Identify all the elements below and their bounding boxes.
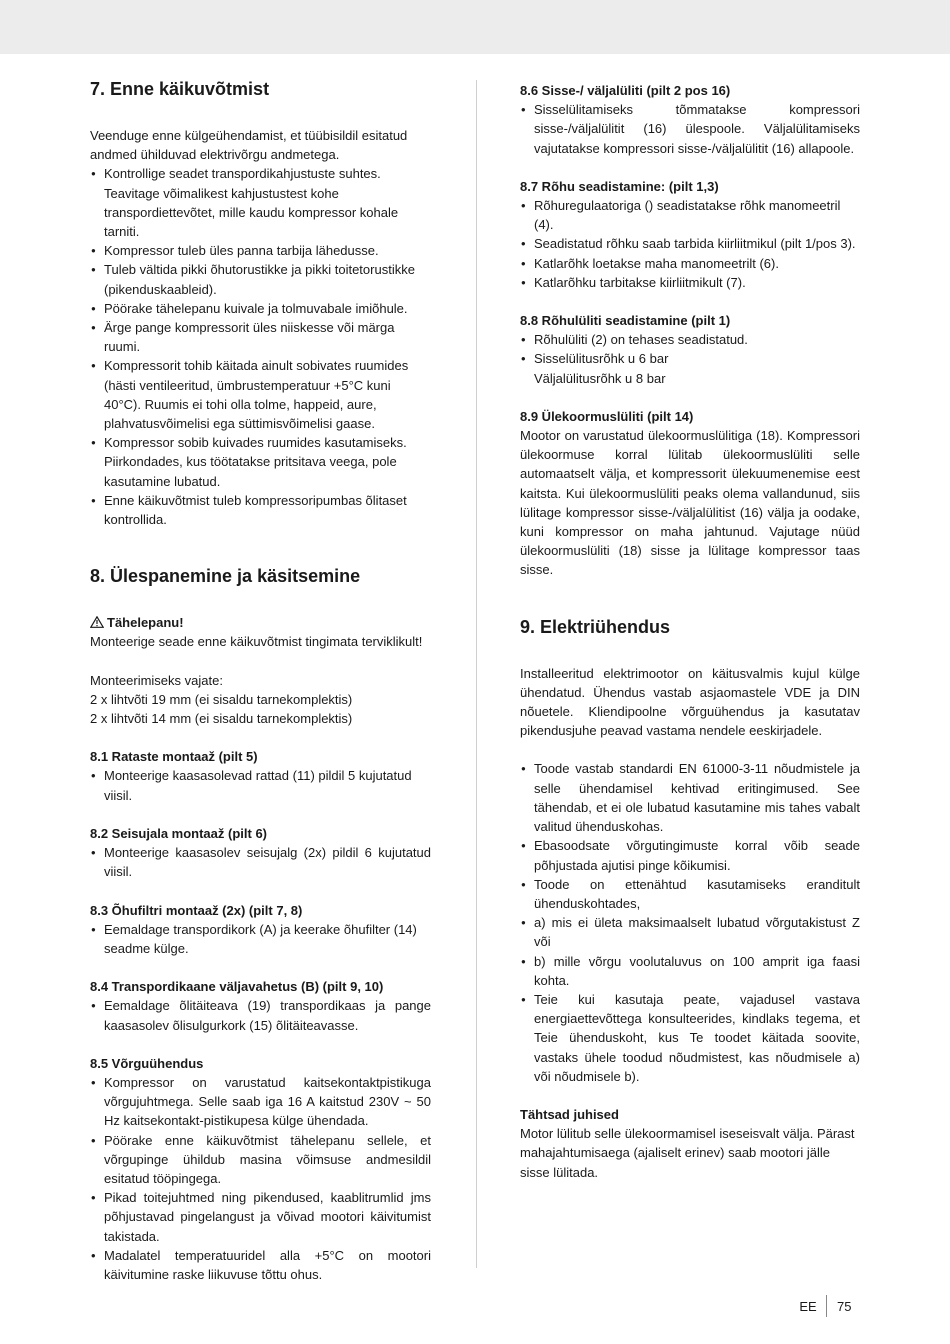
section-7-list: [90, 164, 431, 529]
list-item: • Pikad toitejuhtmed ning pikendused, kaablitrumlid jms põhjustavad pingelangust ja võivad mootori käivitumist takistada.: [90, 1188, 431, 1246]
switch-off-pressure: Väljalülitusrõhk u 8 bar: [534, 370, 666, 386]
list-item: • Katlarõhk loetakse maha manomeetrilt (6).: [520, 254, 860, 273]
list-item: ● Kontrollige seadet transpordikahjustuste suhtes. Teavitage võimalikest kahjustustest kohe transpordiettevõtet, mille kaudu kompressor kohale tarniti.: [90, 164, 431, 241]
list-item: ● Kompressor sobib kuivades ruumides kasutamiseks. Piirkondades, kus töötatakse pritsitava veega, pole kasutamine lubatud.: [90, 433, 431, 491]
list-item: • Sisselülitamiseks tõmmatakse kompressori sisse-/väljalülitit (16) ülespoole. Väljalülitamiseks vajutatakse kompressori sisse-/väljalülitit (16) allapoole.: [520, 100, 860, 158]
list-item: ● Tuleb vältida pikki õhutorustikke ja pikki toitetorustikke (pikenduskaableid).: [90, 260, 431, 298]
section-8-3-title: 8.3 Õhufiltri montaaž (2x) (pilt 7, 8): [90, 902, 303, 918]
list-item: • Seadistatud rõhku saab tarbida kiirliitmikul (pilt 1/pos 3).: [520, 234, 860, 253]
important-text: Motor lülitub selle ülekoormamisel iseseisvalt välja. Pärast mahajahtumisaega (ajaliselt erinev) saab mootori jälle sisse lülitada.: [520, 1126, 855, 1180]
section-8-6-title: 8.6 Sisse-/ väljalüliti (pilt 2 pos 16): [520, 83, 731, 98]
section-7-intro: Veenduge enne külgeühendamist, et tüübisildil esitatud andmed ühilduvad elektrivõrgu andmetega.: [90, 128, 408, 163]
section-8-7-title: 8.7 Rõhu seadistamine: (pilt 1,3): [520, 178, 719, 194]
list-item: ● Eemaldage transpordikork (A) ja keerake õhufilter (14) seadme külge.: [90, 920, 431, 958]
list-item: • Rõhulüliti (2) on tehases seadistatud.: [520, 330, 860, 349]
page-number: 75: [837, 1298, 852, 1314]
list-item: • Monteerige kaasasolev seisujalg (2x) pildil 6 kujutatud viisil.: [90, 843, 431, 881]
list-item: ● b) mille võrgu voolutaluvus on 100 amprit iga faasi kohta.: [520, 952, 860, 990]
language-code: EE: [799, 1298, 817, 1314]
list-item: ● Eemaldage õlitäiteava (19) transpordikaas ja pange kaasasolev õlisulgurkork (15) õlitäiteavasse.: [90, 996, 431, 1034]
section-9-title: 9. Elektriühendus: [520, 616, 671, 637]
section-8-4-title: 8.4 Transpordikaane väljavahetus (B) (pilt 9, 10): [90, 979, 384, 995]
section-9-intro: Installeeritud elektrimootor on käitusvalmis kujul külge ühendatud. Ühendus vastab asjaomastele VDE ja DIN nõuetele. Kliendipoolne võrguühendus ja kasutatav pikendusjuhe peavad vastama nendele eeskirjadele.: [520, 665, 860, 739]
list-item: ● Kompressorit tohib käitada ainult sobivates ruumides (hästi ventileeritud, ümbrustemperatuur +5°C kuni 40°C). Ruumis ei tohi olla tolme, happeid, aure, plahvatusvõimelisi ega süttimisvõimelisi gaase.: [90, 356, 431, 433]
list-item: ● Teie kui kasutaja peate, vajadusel vastava energiaettevõttega konsulteerides, kindlaks tegema, et Teie ühenduskoht, kus Te toodet käitada soovite, vastaks ühele toodud nõudmistest, kas nõudmisele a) või nõudmisele b).: [520, 990, 860, 1086]
section-8-9-text: Mootor on varustatud ülekoormuslülitiga (18). Kompressori ülekoormuse korral lülitab ülekoormuslüliti selle automaatselt välja, et kompressorit ülekuumenemise eest kaitsta. Kui ülekoormuslüliti peaks olema vallandunud, siis lülitage kompressor sisse-/väljalülitist (16) välja ja oodake, kuni kompressor on maha jahtunud. Vajutage nüüd ülekoormuslüliti (18) sisse ja lülitage kompressor taas sisse.: [520, 428, 860, 578]
list-item: ● Toode vastab standardi EN 61000-3-11 nõudmistele ja selle ühendamisel kehtivad eritingimused. See tähendab, et ei ole lubatud kasutamine mis tahes vabalt valitud ühenduskohas.: [520, 759, 860, 836]
section-8-1-title: 8.1 Rataste montaaž (pilt 5): [90, 749, 258, 765]
page-footer: [790, 1296, 851, 1316]
warning-icon: [90, 616, 104, 628]
tool-item: 2 x lihtvõti 14 mm (ei sisaldu tarnekomplektis): [90, 711, 353, 727]
top-bar: [0, 0, 950, 54]
list-item: ● Enne käikuvõtmist tuleb kompressoripumbas õlitaset kontrollida.: [90, 491, 431, 529]
list-item: ● Pöörake tähelepanu kuivale ja tolmuvabale imiõhule.: [90, 299, 431, 318]
warning-text: Monteerige seade enne käikuvõtmist tingimata terviklikult!: [90, 634, 423, 650]
list-item: ● a) mis ei ületa maksimaalselt lubatud võrgutakistust Z või: [520, 913, 860, 951]
list-item: ● Kompressor tuleb üles panna tarbija lähedusse.: [90, 241, 431, 260]
list-item: ● Katlarõhku tarbitakse kiirliitmikult (7).: [520, 273, 860, 292]
list-item: [520, 349, 860, 387]
list-item: ● Ebasoodsate võrgutingimuste korral võib seade põhjustada ajutisi pinge kõikumisi.: [520, 836, 860, 874]
section-8-2-title: 8.2 Seisujala montaaž (pilt 6): [90, 825, 267, 841]
list-item: • Kompressor on varustatud kaitsekontaktpistikuga võrgujuhtmega. Selle saab iga 16 A kaitstud 230V ~ 50 Hz kaitsekontakt-pistikupesa külge ühendada.: [90, 1073, 431, 1131]
right-column: [520, 81, 860, 1182]
footer-divider: [826, 1295, 827, 1317]
section-8-9-title: 8.9 Ülekoormuslüliti (pilt 14): [520, 408, 694, 424]
important-title: Tähtsad juhised: [520, 1106, 619, 1122]
section-7-title: 7. Enne käikuvõtmist: [90, 79, 270, 99]
tool-item: 2 x lihtvõti 19 mm (ei sisaldu tarnekomplektis): [90, 691, 353, 707]
list-item: • Monteerige kaasasolevad rattad (11) pildil 5 kujutatud viisil.: [90, 766, 431, 804]
switch-on-pressure: Sisselülitusrõhk u 6 bar: [534, 351, 669, 367]
list-item: ● Ärge pange kompressorit üles niiskesse või märga ruumi.: [90, 318, 431, 356]
list-item: • Rõhuregulaatoriga () seadistatakse rõhk manomeetril (4).: [520, 196, 860, 234]
column-divider: [476, 80, 477, 1268]
warning-title: [90, 613, 431, 632]
section-8-5-title: 8.5 Võrguühendus: [90, 1055, 204, 1071]
list-item: ● Toode on ettenähtud kasutamiseks eranditult ühenduskohtades,: [520, 875, 860, 913]
list-item: • Pöörake enne käikuvõtmist tähelepanu sellele, et võrgupinge ühildub masina võimsuse andmesildil esitatud tööpingega.: [90, 1131, 431, 1189]
section-8-title: 8. Ülespanemine ja käsitsemine: [90, 566, 361, 587]
tools-intro: Monteerimiseks vajate:: [90, 672, 223, 688]
section-8-8-title: 8.8 Rõhulüliti seadistamine (pilt 1): [520, 313, 731, 329]
warning-title-text: Tähelepanu!: [107, 615, 184, 631]
list-item: • Madalatel temperatuuridel alla +5°C on mootori käivitumine raske liikuvuse tõttu ohus.: [90, 1246, 431, 1284]
left-column: [90, 78, 431, 1284]
